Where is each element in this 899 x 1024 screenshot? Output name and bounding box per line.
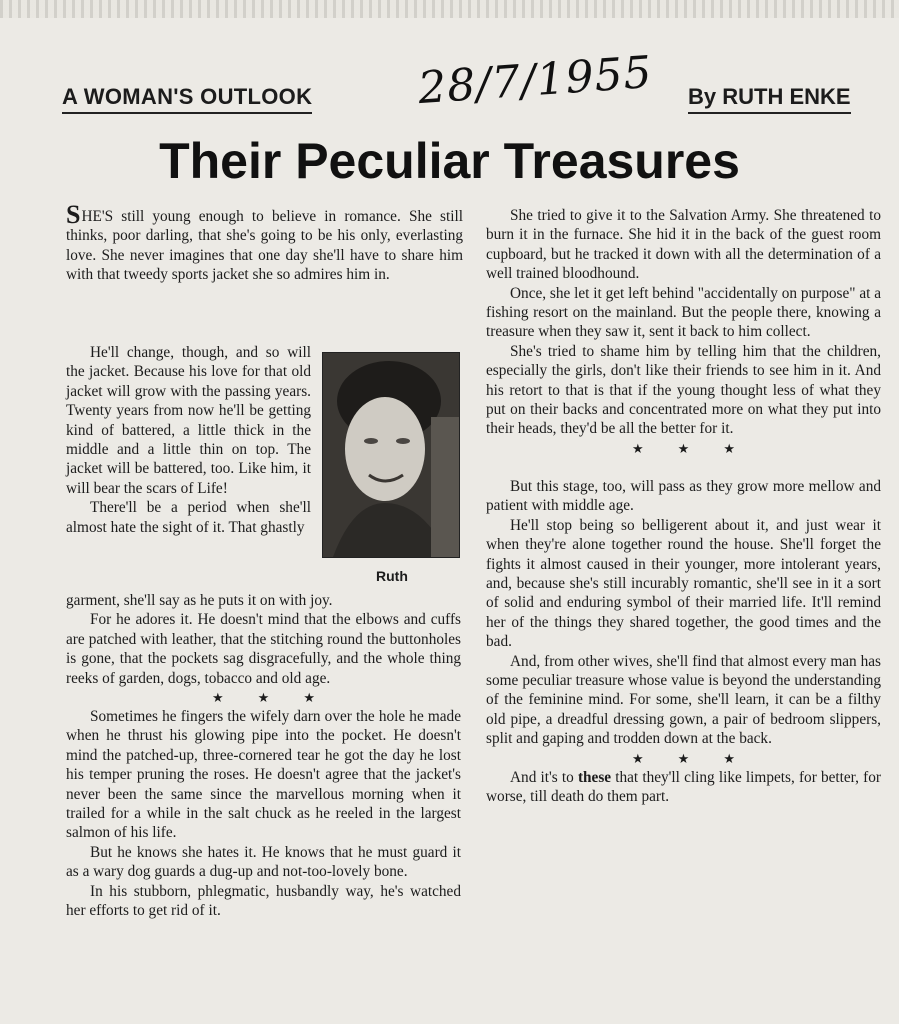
paragraph-1: SHE'S still young enough to believe in romance. She still thinks, poor darling, that she's going to be his only, everlasting love. She never imagines that one day she'll have to share him with that tweedy sports jacket she so admires him in. <box>66 200 463 284</box>
headline: Their Peculiar Treasures <box>159 133 740 189</box>
paragraph-4: For he adores it. He doesn't mind that the elbows and cuffs are patched with leather, that the stitching round the buttonholes is gone, that the pockets sag disgracefully, and the whole thing reeks of garden, dogs, tobacco and old age. <box>66 611 461 687</box>
paragraph-7: In his stubborn, phlegmatic, husbandly way, he's watched her efforts to get rid of it. <box>66 882 461 920</box>
paragraph-3: There'll be a period when she'll almost hate the sight of it. That ghastly <box>66 499 311 536</box>
column-1-top <box>66 200 463 285</box>
paragraph-5: Sometimes he fingers the wifely darn over the hole he made when he thrust his glowing pipe into the pocket. He doesn't mind the patched-up, three-cornered tear he got the day he lost his temper pruning the roses. He doesn't agree that the jacket's never been the same since the marvellous morning when it trailed for a while in the salt chuck as he reeled in the largest salmon of his life. <box>66 708 461 842</box>
paragraph-6: But he knows she hates it. He knows that he must guard it as a wary dog guards a dug-up and not-too-lovely bone. <box>66 843 461 881</box>
paragraph-8: She tried to give it to the Salvation Army. She threatened to burn it in the furnace. She hid it in the back of the guest room cupboard, but he tracked it down with all the determination of a well trained bloodhound. <box>486 207 881 283</box>
photo-caption: Ruth <box>376 568 408 584</box>
paragraph-3-cont: garment, she'll say as he puts it on with joy. <box>66 592 333 609</box>
paragraph-11: But this stage, too, will pass as they grow more mellow and patient with middle age. <box>486 477 881 515</box>
paragraph-9: Once, she let it get left behind "accidentally on purpose" at a fishing resort on the mainland. But the people there, knowing a treasure when they saw it, sent it back to him collect. <box>486 284 881 341</box>
column-1-beside-photo <box>66 343 311 537</box>
paragraph-13: And, from other wives, she'll find that almost every man has some peculiar treasure whose value is beyond the understanding of the feminine mind. For some, she'll learn, it can be a filthy old pipe, a dreadful dressing gown, a pair of bedroom slippers, split and gaping and trodden down at the back. <box>486 652 881 748</box>
drop-cap: S <box>66 200 81 229</box>
section-break: ★★★ <box>632 440 769 456</box>
handwritten-date: 28/7/1955 <box>416 46 655 115</box>
portrait-image <box>323 353 459 557</box>
section-break: ★★★ <box>212 690 349 706</box>
column-2 <box>486 206 881 806</box>
byline: By RUTH ENKE <box>688 84 851 114</box>
paragraph-12: He'll stop being so belligerent about it, and just wear it when they're alone together round the house. She'll forget the fights it almost caused in their younger, more intolerant years, and, because she's still incurably romantic, she'll see in it a sort of solid and enduring symbol of their married life. It'll remind her of the things they shared together, the good times and the bad. <box>486 516 881 651</box>
spacer <box>486 458 881 477</box>
torn-top-edge <box>0 0 899 18</box>
paragraph-2: He'll change, though, and so will the jacket. Because his love for that old jacket will grow with the passing years. Twenty years from now he'll be getting kind of battered, a little thick in the middle and a little thin on top. The jacket will be battered, too. Like him, it will bear the scars of Life! <box>66 344 311 497</box>
paragraph-10: She's tried to shame him by telling him that the children, especially the girls, don't like their friends to see him in it. And his retort to that is that if the young thought less of what they put on their backs and concentrated more on what they put into their heads, they'd be all the better for it. <box>486 342 881 438</box>
section-break: ★★★ <box>632 750 769 766</box>
author-photo <box>322 352 460 558</box>
column-1-bottom <box>66 591 461 921</box>
paragraph-14: And it's to these that they'll cling like limpets, for better, for worse, till death do them part. <box>486 768 881 805</box>
column-kicker: A WOMAN'S OUTLOOK <box>62 84 312 114</box>
